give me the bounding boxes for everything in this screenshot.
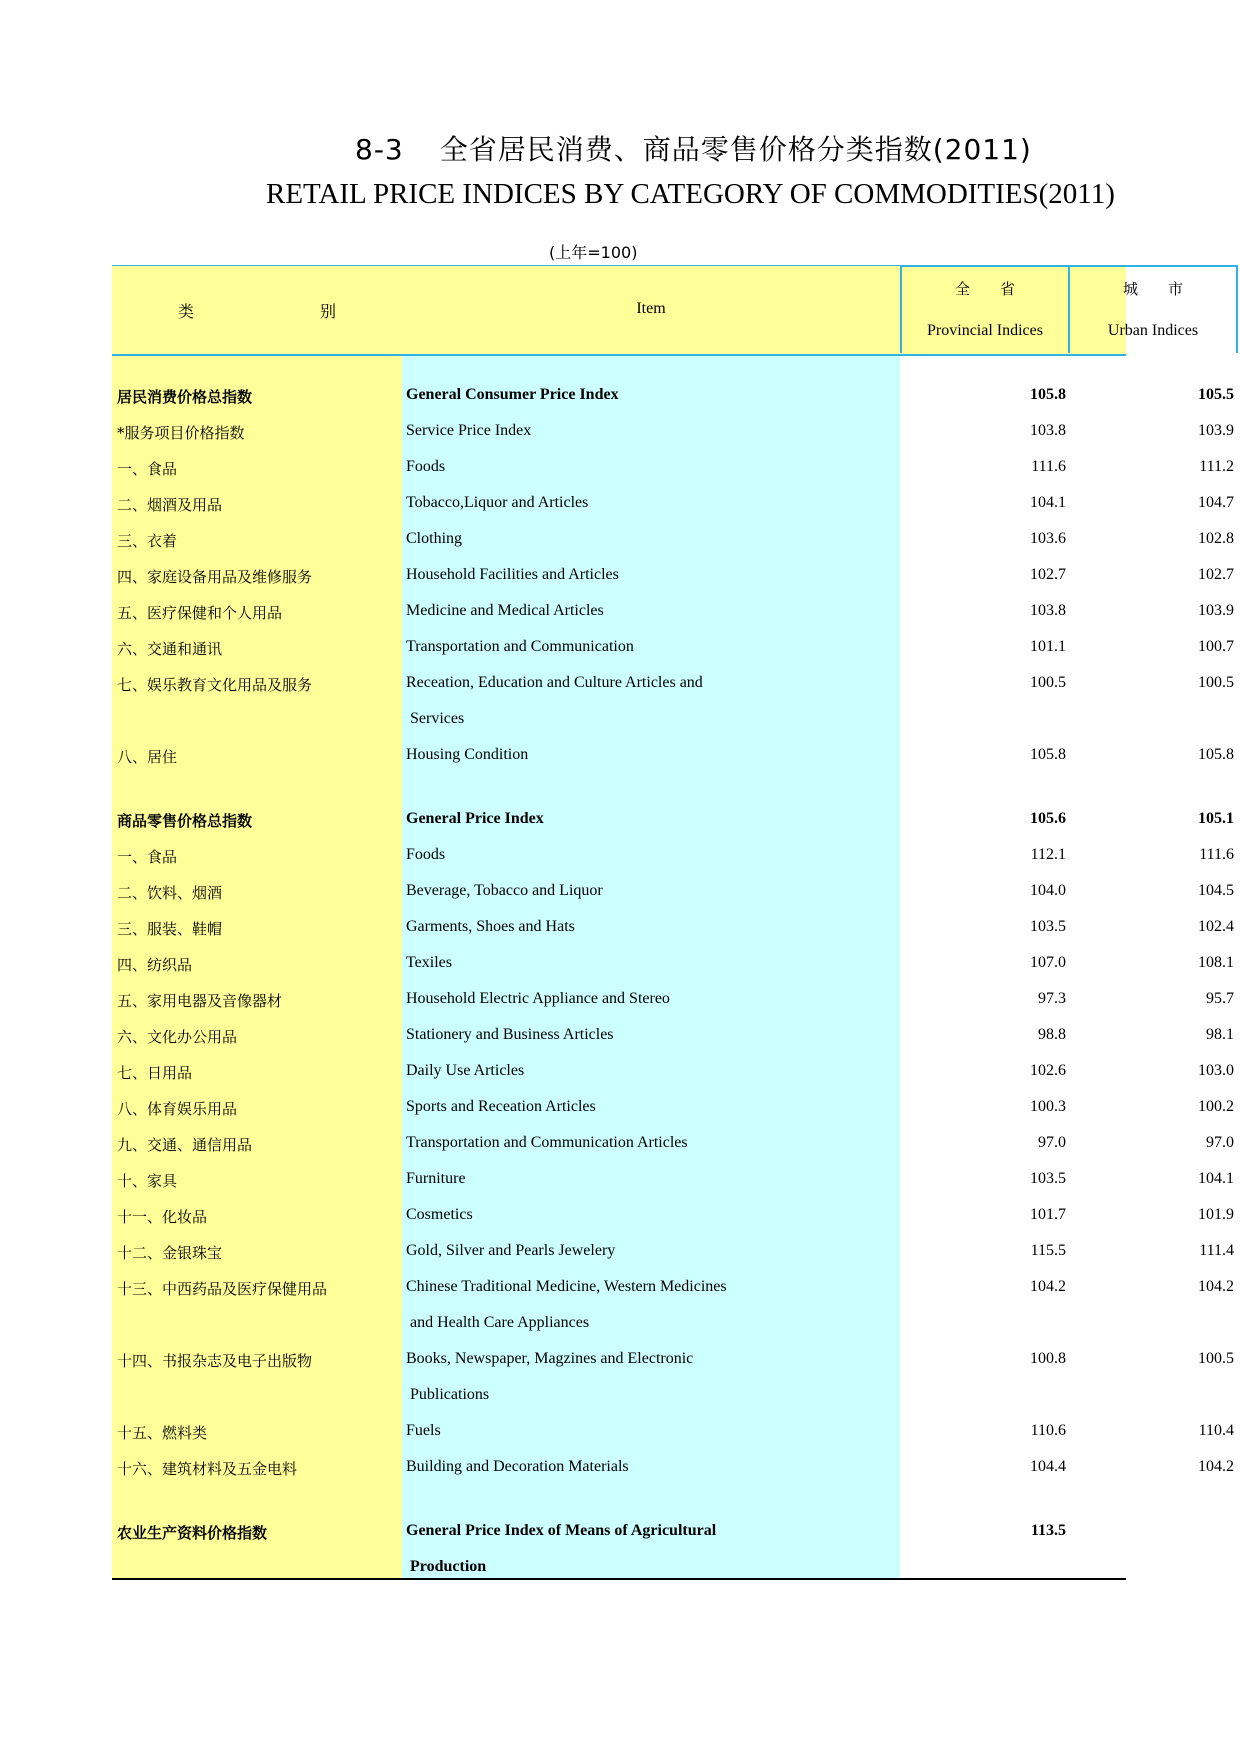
row-category: 六、交通和通讯 (117, 640, 223, 658)
row-urban-value: 105.5 (1198, 386, 1234, 403)
row-urban-value: 101.9 (1198, 1206, 1234, 1223)
table-row (112, 946, 1234, 982)
row-urban-value: 100.2 (1198, 1098, 1234, 1115)
row-item: Household Facilities and Articles (406, 566, 619, 583)
header-urban-cn: 城市 (1122, 280, 1213, 298)
header-urban (1068, 265, 1238, 353)
row-item: Beverage, Tobacco and Liquor (406, 882, 603, 899)
table-row (112, 1270, 1234, 1331)
row-item-continued: and Health Care Appliances (410, 1314, 590, 1331)
row-category: 四、纺织品 (117, 956, 193, 974)
header-urban-en: Urban Indices (1107, 322, 1199, 339)
row-provincial-value: 104.1 (1030, 494, 1066, 511)
row-category: 八、居住 (117, 748, 178, 766)
row-provincial-value: 103.8 (1030, 422, 1066, 439)
row-provincial-value: 104.2 (1030, 1278, 1066, 1295)
row-item: Foods (406, 458, 446, 475)
table-row (112, 414, 1234, 450)
row-urban-value: 104.7 (1198, 494, 1234, 511)
row-item: Household Electric Appliance and Stereo (406, 990, 670, 1007)
unit-note: (上年=100) (549, 243, 638, 262)
table-row (112, 522, 1234, 558)
table-row (112, 982, 1234, 1018)
row-provincial-value: 105.8 (1030, 386, 1066, 403)
row-urban-value: 100.5 (1198, 674, 1234, 691)
row-category: 五、医疗保健和个人用品 (117, 604, 283, 622)
row-category: 五、家用电器及音像器材 (117, 992, 283, 1010)
row-category: 商品零售价格总指数 (117, 812, 253, 830)
table-row (112, 738, 1234, 774)
row-item: Gold, Silver and Pearls Jewelery (406, 1242, 616, 1259)
row-item: Daily Use Articles (406, 1062, 525, 1079)
row-provincial-value: 105.6 (1030, 810, 1066, 827)
table-row (112, 1450, 1234, 1486)
row-urban-value: 111.4 (1199, 1242, 1234, 1259)
row-item: Furniture (406, 1170, 466, 1187)
row-item: General Consumer Price Index (406, 386, 619, 403)
row-item: Garments, Shoes and Hats (406, 918, 575, 935)
page-title-cn (355, 128, 1032, 168)
row-provincial-value: 100.5 (1030, 674, 1066, 691)
table-row (112, 802, 1234, 838)
table-row (112, 450, 1234, 486)
row-category: 十二、金银珠宝 (117, 1244, 223, 1262)
row-item: General Price Index of Means of Agricultural (406, 1522, 717, 1539)
header-category-b: 别 (320, 302, 337, 321)
row-urban-value: 104.2 (1198, 1458, 1234, 1475)
row-urban-value: 100.7 (1198, 638, 1234, 655)
row-item: Housing Condition (406, 746, 529, 763)
row-provincial-value: 100.3 (1030, 1098, 1066, 1115)
row-category: 十一、化妆品 (117, 1208, 208, 1226)
row-item: Transportation and Communication Articles (406, 1134, 688, 1151)
row-category: 七、日用品 (117, 1064, 193, 1082)
table-row (112, 666, 1234, 727)
row-provincial-value: 103.8 (1030, 602, 1066, 619)
row-provincial-value: 100.8 (1030, 1350, 1066, 1367)
row-provincial-value: 112.1 (1030, 846, 1066, 863)
row-urban-value: 102.8 (1198, 530, 1234, 547)
row-provincial-value: 97.0 (1038, 1134, 1066, 1151)
row-provincial-value: 103.5 (1030, 1170, 1066, 1187)
row-urban-value: 102.4 (1198, 918, 1234, 935)
row-item: Medicine and Medical Articles (406, 602, 604, 619)
table-row (112, 1018, 1234, 1054)
row-urban-value: 100.5 (1198, 1350, 1234, 1367)
row-urban-value: 110.4 (1198, 1422, 1234, 1439)
table-header (112, 265, 1213, 356)
row-category: 一、食品 (117, 460, 178, 478)
header-item: Item (636, 300, 666, 317)
table-row (112, 1162, 1234, 1198)
row-category: 十、家具 (117, 1172, 178, 1190)
row-category: 九、交通、通信用品 (117, 1136, 253, 1154)
row-urban-value: 103.0 (1198, 1062, 1234, 1079)
row-category: 十四、书报杂志及电子出版物 (117, 1352, 313, 1370)
row-item: Receation, Education and Culture Articles and (406, 674, 703, 691)
table-row (112, 558, 1234, 594)
row-provincial-value: 98.8 (1038, 1026, 1066, 1043)
page-title-en: RETAIL PRICE INDICES BY CATEGORY OF COMMODITIES(2011) (266, 178, 1115, 210)
row-provincial-value: 115.5 (1030, 1242, 1066, 1259)
table-bottom-rule (112, 1578, 1126, 1580)
row-category: 四、家庭设备用品及维修服务 (117, 568, 313, 586)
row-category: 农业生产资料价格指数 (117, 1524, 268, 1542)
row-provincial-value: 103.5 (1030, 918, 1066, 935)
row-item: Fuels (406, 1422, 441, 1439)
row-urban-value: 103.9 (1198, 602, 1234, 619)
row-category: 一、食品 (117, 848, 178, 866)
row-urban-value: 111.6 (1199, 846, 1234, 863)
table-row (112, 838, 1234, 874)
row-provincial-value: 110.6 (1030, 1422, 1066, 1439)
row-urban-value: 104.2 (1198, 1278, 1234, 1295)
table-row (112, 486, 1234, 522)
table-row (112, 1414, 1234, 1450)
row-item-continued: Production (410, 1558, 487, 1575)
row-provincial-value: 105.8 (1030, 746, 1066, 763)
row-category: 十五、燃料类 (117, 1424, 208, 1442)
row-item: Transportation and Communication (406, 638, 634, 655)
table-row (112, 874, 1234, 910)
row-category: *服务项目价格指数 (117, 424, 245, 442)
table-row (112, 1234, 1234, 1270)
row-item-continued: Services (410, 710, 465, 727)
table-row (112, 1514, 1126, 1575)
table-row (112, 1090, 1234, 1126)
price-index-table (112, 265, 1234, 1580)
row-urban-value: 98.1 (1206, 1026, 1234, 1043)
row-urban-value: 95.7 (1206, 990, 1234, 1007)
row-item: Tobacco,Liquor and Articles (406, 494, 589, 511)
row-item: General Price Index (406, 810, 544, 827)
row-item: Books, Newspaper, Magzines and Electronic (406, 1350, 694, 1367)
row-item: Sports and Receation Articles (406, 1098, 596, 1115)
table-number: 8-3 (355, 133, 404, 166)
row-urban-value: 104.1 (1198, 1170, 1234, 1187)
table-body (112, 356, 1234, 1580)
row-urban-value: 102.7 (1198, 566, 1234, 583)
row-category: 居民消费价格总指数 (117, 388, 253, 406)
row-provincial-value: 107.0 (1030, 954, 1066, 971)
table-row (112, 378, 1234, 414)
row-provincial-value: 111.6 (1031, 458, 1066, 475)
row-urban-value: 105.1 (1198, 810, 1234, 827)
table-row (112, 1342, 1234, 1403)
row-provincial-value: 101.1 (1030, 638, 1066, 655)
row-category: 十六、建筑材料及五金电料 (117, 1460, 298, 1478)
row-provincial-value: 102.7 (1030, 566, 1066, 583)
row-item: Stationery and Business Articles (406, 1026, 614, 1043)
row-urban-value: 105.8 (1198, 746, 1234, 763)
title-cn-text: 全省居民消费、商品零售价格分类指数(2011) (439, 133, 1032, 166)
header-provincial (900, 265, 1070, 353)
row-urban-value: 97.0 (1206, 1134, 1234, 1151)
table-row (112, 630, 1234, 666)
row-item: Service Price Index (406, 422, 532, 439)
row-category: 六、文化办公用品 (117, 1028, 238, 1046)
header-provincial-cn: 全省 (954, 280, 1045, 298)
row-provincial-value: 113.5 (1030, 1522, 1066, 1539)
table-row (112, 910, 1234, 946)
row-category: 二、饮料、烟酒 (117, 884, 223, 902)
table-row (112, 1198, 1234, 1234)
row-provincial-value: 103.6 (1030, 530, 1066, 547)
row-urban-value: 111.2 (1199, 458, 1234, 475)
row-category: 二、烟酒及用品 (117, 496, 223, 514)
row-item: Clothing (406, 530, 463, 547)
row-item: Chinese Traditional Medicine, Western Medicines (406, 1278, 727, 1295)
header-category (112, 266, 400, 354)
row-urban-value: 103.9 (1198, 422, 1234, 439)
row-item: Cosmetics (406, 1206, 473, 1223)
table-row (112, 594, 1234, 630)
row-provincial-value: 104.4 (1030, 1458, 1066, 1475)
row-category: 八、体育娱乐用品 (117, 1100, 238, 1118)
row-category: 三、衣着 (117, 532, 178, 550)
row-provincial-value: 102.6 (1030, 1062, 1066, 1079)
row-item-continued: Publications (410, 1386, 490, 1403)
table-row (112, 1126, 1234, 1162)
row-item: Texiles (406, 954, 452, 971)
table-row (112, 1054, 1234, 1090)
header-category-a: 类 (178, 302, 195, 321)
header-provincial-en: Provincial Indices (927, 322, 1043, 339)
row-item: Building and Decoration Materials (406, 1458, 629, 1475)
row-category: 七、娱乐教育文化用品及服务 (117, 676, 313, 694)
row-category: 十三、中西药品及医疗保健用品 (117, 1280, 328, 1298)
row-provincial-value: 101.7 (1030, 1206, 1066, 1223)
row-item: Foods (406, 846, 446, 863)
row-provincial-value: 97.3 (1038, 990, 1066, 1007)
row-category: 三、服装、鞋帽 (117, 920, 223, 938)
row-urban-value: 104.5 (1198, 882, 1234, 899)
row-provincial-value: 104.0 (1030, 882, 1066, 899)
row-urban-value: 108.1 (1198, 954, 1234, 971)
